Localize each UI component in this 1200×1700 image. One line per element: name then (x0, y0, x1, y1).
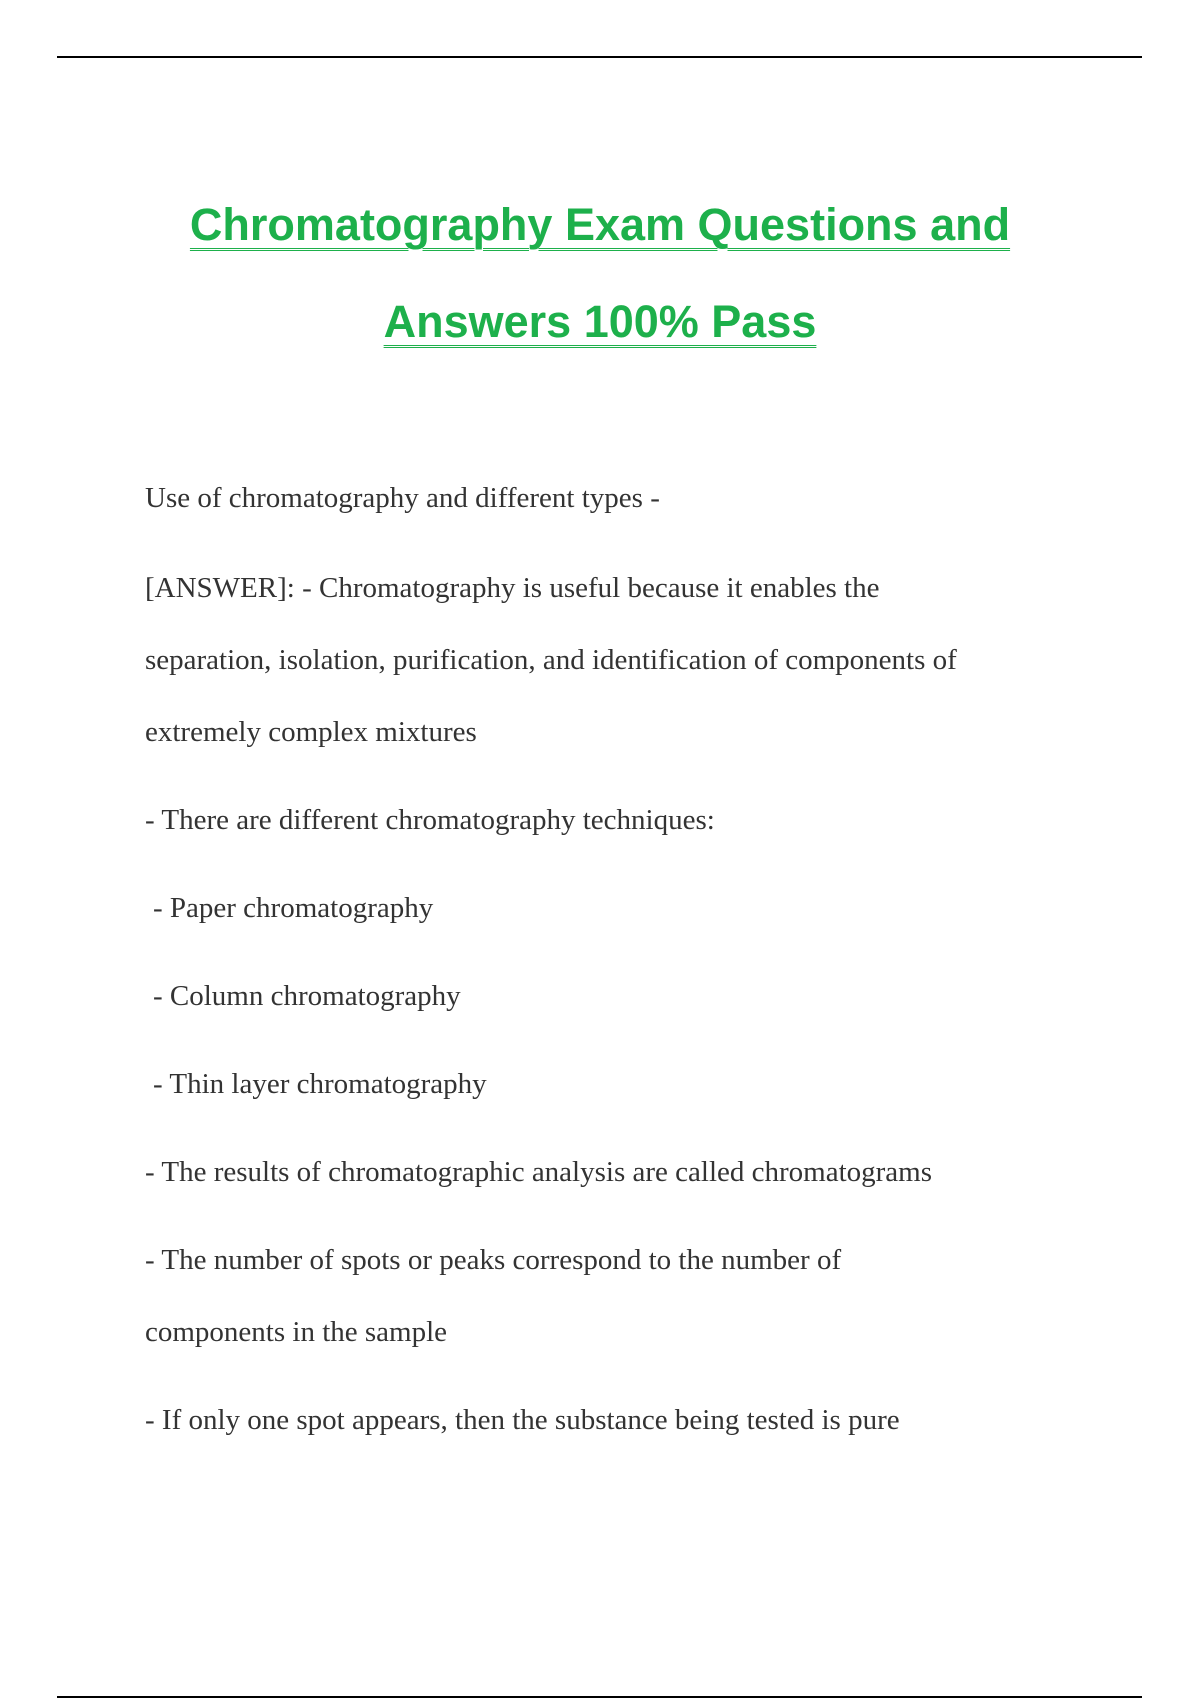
results-line: - The results of chromatographic analysis are called chromatograms (145, 1156, 933, 1188)
answer-line-1: [ANSWER]: - Chromatography is useful because it enables the (145, 572, 880, 604)
footer-rule (57, 1696, 1142, 1698)
question-text: Use of chromatography and different types - (145, 482, 660, 514)
pure-line: - If only one spot appears, then the substance being tested is pure (145, 1404, 900, 1436)
answer-line-3: extremely complex mixtures (145, 716, 477, 748)
technique-thin-layer: - Thin layer chromatography (153, 1068, 487, 1100)
document-title (0, 176, 1200, 370)
technique-column: - Column chromatography (153, 980, 461, 1012)
title-line-2: Answers 100% Pass (383, 296, 817, 347)
spots-line-2: components in the sample (145, 1316, 448, 1348)
answer-line-2: separation, isolation, purification, and identification of components of (145, 644, 957, 676)
techniques-intro: - There are different chromatography techniques: (145, 804, 715, 836)
document-body (145, 462, 1065, 1456)
title-line-1: Chromatography Exam Questions and (189, 199, 1011, 250)
header-rule (57, 56, 1142, 58)
technique-paper: - Paper chromatography (153, 892, 434, 924)
spots-line-1: - The number of spots or peaks correspond to the number of (145, 1244, 842, 1276)
